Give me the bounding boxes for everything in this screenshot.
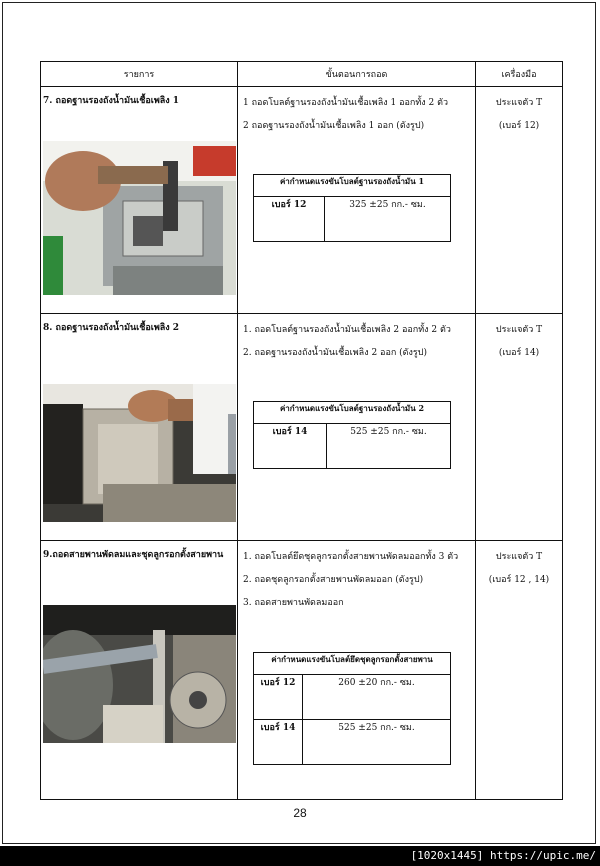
torque-size: เบอร์ 12	[254, 197, 325, 242]
step-line: 1. ถอดโบลต์ยึดชุดลูกรอกตั้งสายพานพัดลมออกทั้ง 3 ตัว	[243, 552, 459, 562]
step-title: 8. ถอดฐานรองถังน้ำมันเชื้อเพลิง 2	[43, 323, 180, 333]
torque-title: ค่ากำหนดแรงขันโบลต์ฐานรองถังน้ำมัน 2	[254, 402, 451, 424]
tool-name: ประแจตัว T	[495, 98, 543, 108]
table-row	[41, 541, 563, 800]
step-title: 7. ถอดฐานรองถังน้ำมันเชื้อเพลิง 1	[43, 96, 180, 106]
row-steps-cell	[238, 541, 476, 800]
header-steps: ขั้นตอนการถอด	[238, 62, 476, 87]
row-tool-cell	[476, 87, 563, 314]
step-line: 1 ถอดโบลต์ฐานรองถังน้ำมันเชื้อเพลิง 1 ออกทั้ง 2 ตัว	[243, 98, 449, 108]
tool-name: ประแจตัว T	[495, 552, 543, 562]
step-title: 9.ถอดสายพานพัดลมและชุดลูกรอกตั้งสายพาน	[43, 550, 224, 560]
footer-bar	[0, 846, 600, 866]
torque-table	[253, 174, 451, 242]
row-item-cell	[41, 541, 238, 800]
tool-size: (เบอร์ 12)	[498, 121, 540, 131]
torque-size: เบอร์ 12	[254, 675, 303, 720]
row-steps-cell	[238, 87, 476, 314]
step-line: 2 ถอดฐานรองถังน้ำมันเชื้อเพลิง 1 ออก (ดังรูป)	[243, 121, 425, 131]
tool-size: (เบอร์ 12 , 14)	[488, 575, 550, 585]
row-item-cell	[41, 87, 238, 314]
disassembly-table	[40, 61, 563, 800]
photo-fuel-tank-base-2	[43, 384, 236, 522]
step-line: 1. ถอดโบลต์ฐานรองถังน้ำมันเชื้อเพลิง 2 ออกทั้ง 2 ตัว	[243, 325, 451, 335]
torque-table	[253, 652, 451, 765]
table-row	[41, 87, 563, 314]
tool-name: ประแจตัว T	[495, 325, 543, 335]
torque-size: เบอร์ 14	[254, 720, 303, 765]
row-tool-cell	[476, 314, 563, 541]
torque-value: 525 ±25 กก.- ซม.	[303, 720, 451, 765]
torque-value: 260 ±20 กก.- ซม.	[303, 675, 451, 720]
row-tool-cell	[476, 541, 563, 800]
step-line: 2. ถอดชุดลูกรอกตั้งสายพานพัดลมออก (ดังรูป)	[243, 575, 424, 585]
tool-size: (เบอร์ 14)	[498, 348, 540, 358]
watermark-text: [1020x1445] https://upic.me/	[410, 849, 596, 862]
photo-fan-belt-tensioner	[43, 605, 236, 743]
torque-title: ค่ากำหนดแรงขันโบลต์ฐานรองถังน้ำมัน 1	[254, 175, 451, 197]
table-header-row	[41, 62, 563, 87]
table-row	[41, 314, 563, 541]
row-item-cell	[41, 314, 238, 541]
page-number: 28	[293, 806, 307, 820]
step-line: 2. ถอดฐานรองถังน้ำมันเชื้อเพลิง 2 ออก (ดังรูป)	[243, 348, 427, 358]
torque-value: 525 ±25 กก.- ซม.	[327, 424, 451, 469]
photo-fuel-tank-base-1	[43, 141, 236, 295]
header-tools: เครื่องมือ	[476, 62, 563, 87]
torque-value: 325 ±25 กก.- ซม.	[325, 197, 451, 242]
step-line: 3. ถอดสายพานพัดลมออก	[243, 598, 344, 608]
torque-title: ค่ากำหนดแรงขันโบลต์ยึดชุดลูกรอกตั้งสายพาน	[254, 653, 451, 675]
torque-size: เบอร์ 14	[254, 424, 327, 469]
header-item: รายการ	[41, 62, 238, 87]
torque-table	[253, 401, 451, 469]
row-steps-cell	[238, 314, 476, 541]
